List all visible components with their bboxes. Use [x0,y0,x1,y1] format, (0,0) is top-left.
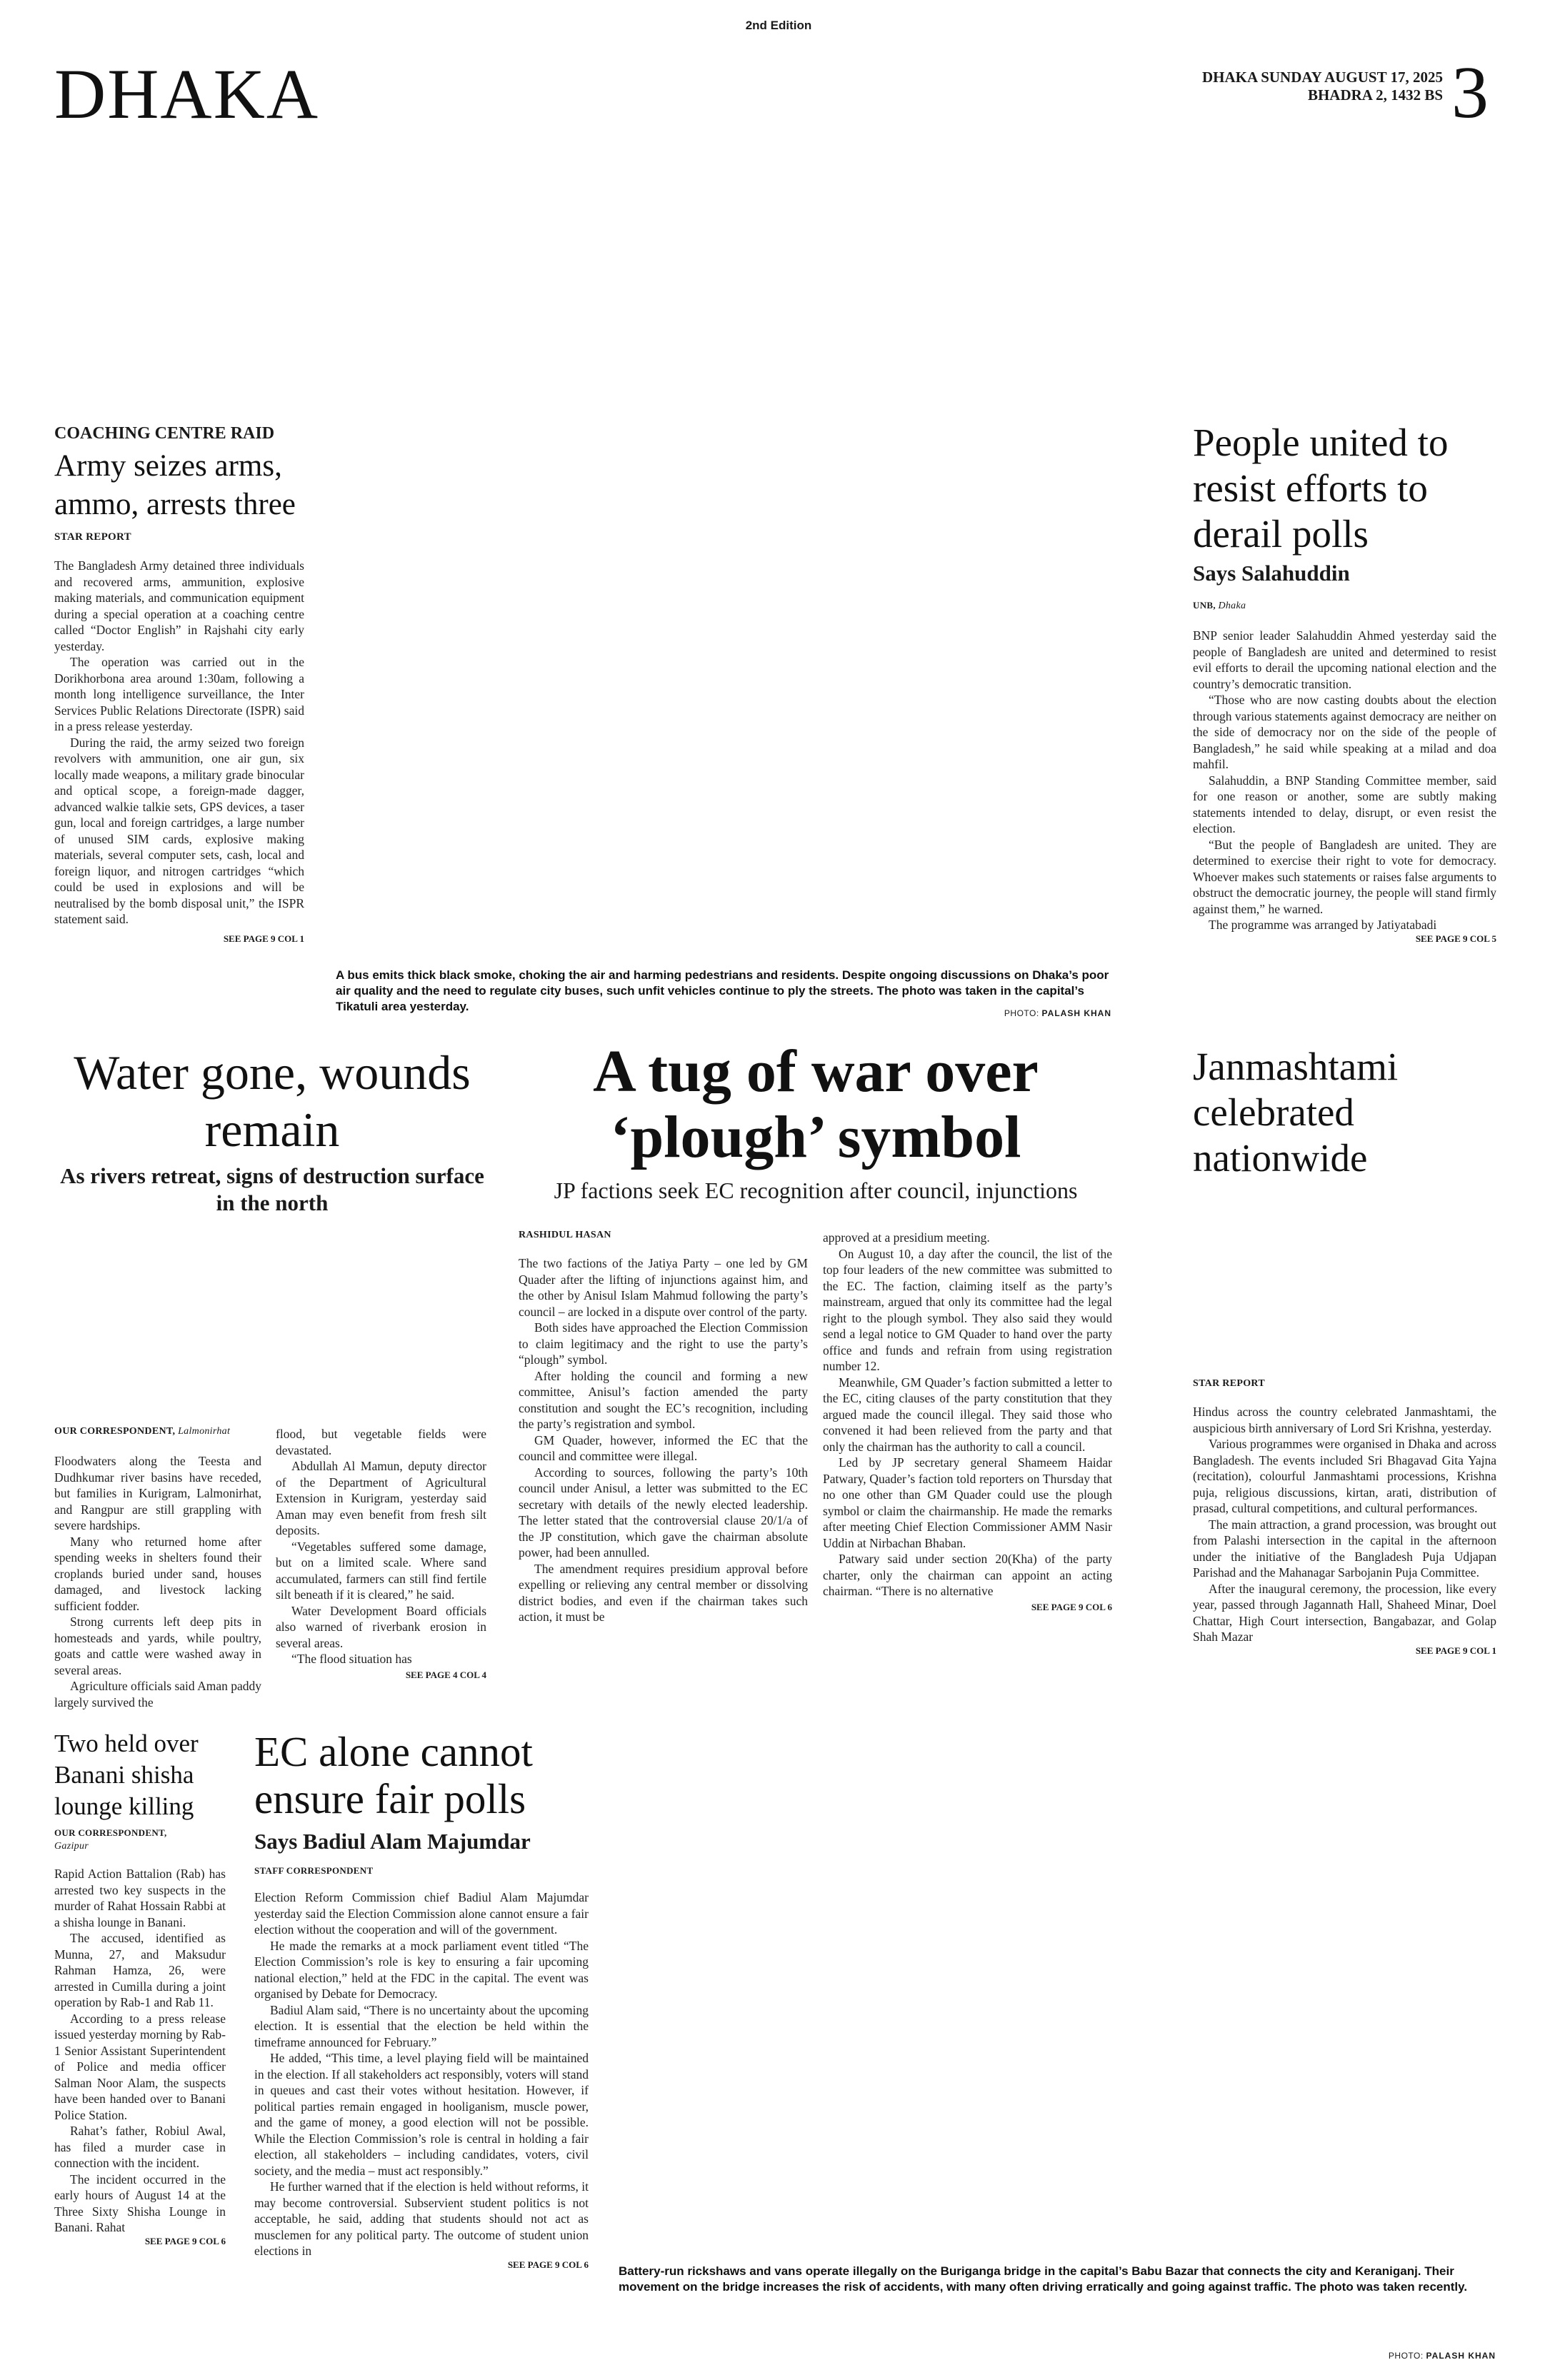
byline-location: Lalmonirhat [178,1426,231,1437]
paragraph: During the raid, the army seized two foreign revolvers with ammunition, one air gun, six locally made weapons, a military grade binocular and optical scope, a foreign-made dagger, advanced walkie talkie sets, GPS devices, a taser gun, local and foreign cartridges, a large number of unused SIM cards, explosive making materials, several computer sets, cash, local and foreign liquor, and nitrogen cartridges “which could be used in explosions and will be neutralised by the bomb disposal unit,” the ISPR statement said. [54,735,304,926]
credit-label: PHOTO: [1004,1008,1039,1018]
paragraph: “But the people of Bangladesh are united. They are determined to exercise their right to vote for democracy. Whoever makes such statements or raises false arguments to obstruct the democratic journey, the people will stand firmly against them,” he warned. [1193,837,1496,916]
headline: Two held over Banani shisha lounge killing [54,1729,199,1820]
headline: Army seizes arms, ammo, arrests three [54,449,296,521]
paragraph: “The flood situation has [291,1652,412,1666]
section-title: DHAKA [54,54,320,134]
paragraph: Rapid Action Battalion (Rab) has arrested two key suspects in the murder of Rahat Hossain Rabbi at a shisha lounge in Banani. [54,1867,226,1929]
headline: Water gone, wounds remain [74,1045,471,1157]
credit-name: PALASH KHAN [1426,2351,1496,2361]
paragraph: Agriculture officials said Aman paddy largely survived the [54,1679,261,1709]
paragraph: Patwary said under section 20(Kha) of the party charter, only the chairman can appoint an acting chairman. “There is no alternative [823,1552,1112,1598]
jump-line: SEE PAGE 9 COL 1 [223,933,304,944]
paragraph: “Vegetables suffered some damage, but on a limited scale. Where sand accumulated, farmers can still find fertile silt beneath if it is cleared,” he said. [276,1539,486,1602]
photo-bus-smoke [336,386,1114,957]
headline: People united to resist efforts to derail polls [1193,421,1449,556]
paragraph: Strong currents left deep pits in homesteads and yards, while poultry, goats and cattle were washed away in several areas. [54,1615,261,1677]
headline: Janmashtami celebrated nationwide [1193,1045,1399,1180]
paragraph: The incident occurred in the early hours of August 14 at the Three Sixty Shisha Lounge in Banani. Rahat [54,2171,226,2234]
story-body [54,1866,226,2236]
jump-line: SEE PAGE 9 COL 1 [1415,1645,1496,1656]
story-janmashtami [1193,1378,1496,1657]
subhead: Says Salahuddin [1193,561,1350,586]
paragraph: Hindus across the country celebrated Janmashtami, the auspicious birth anniversary of Lord Sri Krishna, yesterday. [1193,1405,1496,1435]
photo-caption: Battery-run rickshaws and vans operate illegally on the Buriganga bridge in the capital’s Babu Bazar that connects the city and Keraniganj. Their movement on the bridge increases the risk of accidents, with many often driving erratically and going against traffic. The photo was taken recently. [619,2264,1468,2294]
story-column-1 [519,1255,808,1625]
jump-line: SEE PAGE 4 COL 4 [405,1669,486,1680]
byline: STAR REPORT [54,531,131,543]
story-body [254,1889,589,2259]
paragraph: Various programmes were organised in Dhaka and across Bangladesh. The events included Sri Bhagavad Gita Yajna (recitation), colourful Janmashtami processions, Krishna puja, religious discussions, kirtan, arati, distribution of prasad, cultural competitions, and cultural performances. [1193,1437,1496,1515]
photo-credit [1307,2351,1496,2361]
story-water [54,1044,490,1217]
paragraph: Abdullah Al Mamun, deputy director of the Department of Agricultural Extension in Kurigram, yesterday said Aman may even benefit from fresh silt deposits. [276,1459,486,1537]
byline-name: OUR CORRESPONDENT, [54,1827,167,1838]
story-ec [254,1728,589,2271]
paragraph: After holding the council and forming a new committee, Anisul’s faction amended the party constitution and sought the EC’s recognition, including the party’s registration and symbol. [519,1368,808,1431]
jump-line: SEE PAGE 9 COL 5 [1415,933,1496,944]
byline: RASHIDUL HASAN [519,1230,611,1240]
paragraph: The two factions of the Jatiya Party – one led by GM Quader after the lifting of injunctions against him, and the other by Anisul Islam Mahmud following the party’s council – are locked in a dispute over control of the party. [519,1256,808,1319]
story-body [1193,1404,1496,1645]
paragraph: According to sources, following the party’s 10th council under Anisul, a letter was submitted to the EC secretary with details of the newly elected leadership. The letter stated that the controversial clause 20/1/a of the JP constitution, which gave the chairman absolute power, had been annulled. [519,1465,808,1560]
subhead: JP factions seek EC recognition after council, injunctions [554,1178,1078,1203]
paragraph: “Those who are now casting doubts about the election through various statements against democracy are neither on the side of democracy nor on the side of the people of Bangladesh,” he said while speaking at a milad and doa mahfil. [1193,693,1496,771]
paragraph: The amendment requires presidium approval before expelling or relieving any central member or dissolving district bodies, and even if the chairman takes such action, it must be [519,1561,808,1624]
story-body [1193,628,1496,933]
paragraph: Badiul Alam said, “There is no uncertainty about the upcoming election. It is essential that the election be held within the timeframe announced for February.” [254,2002,589,2049]
photo-credit [929,1008,1111,1018]
date-line-2: BHADRA 2, 1432 BS [1307,86,1443,104]
paragraph: He added, “This time, a level playing field will be maintained in the election. If all stakeholders act responsibly, voters will stand in queues and cast their votes without hesitation. However, if political parties remain engaged in hooliganism, muscle power, and the game of money, a good election will not be possible. While the Election Commission’s role is central in holding a fair election, all stakeholders – including candidates, voters, civil society, and the media – must act responsibly.” [254,2051,589,2178]
paragraph: The accused, identified as Munna, 27, and Maksudur Rahman Hamza, 26, were arrested in Cumilla during a joint operation by Rab-1 and Rab 11. [54,1931,226,2009]
subhead: As rivers retreat, signs of destruction surface in the north [60,1163,484,1215]
paragraph: He further warned that if the election is held without reforms, it may become controversial. Subservient student politics is not acceptable, he said, adding that students should not act as musclemen for any political party. The outcome of student union elections in [254,2179,589,2258]
paragraph: Led by JP secretary general Shameem Haidar Patwary, Quader’s faction told reporters on Thursday that no one other than GM Quader could use the plough symbol or claim the chairmanship. He made the remarks after meeting Chief Election Commissioner AMM Nasir Uddin at Nirbachan Bhaban. [823,1455,1112,1550]
paragraph: approved at a presidium meeting. [823,1230,990,1245]
byline: STAFF CORRESPONDENT [254,1865,374,1876]
paragraph: flood, but vegetable fields were devastated. [276,1427,486,1457]
jump-line: SEE PAGE 9 COL 6 [144,2235,226,2246]
paragraph: He made the remarks at a mock parliament event titled “The Election Commission’s role is key to ensuring a fair upcoming national election,” held at the FDC in the capital. The event was organised by Debate for Democracy. [254,1938,589,2001]
paragraph: Water Development Board officials also warned of riverbank erosion in several areas. [276,1603,486,1650]
subhead: Says Badiul Alam Majumdar [254,1829,531,1854]
story-salahuddin [1193,420,1496,945]
edition-label: 2nd Edition [745,19,812,32]
story-body [54,558,304,928]
paragraph: The main attraction, a grand procession, was brought out from Palashi intersection in the capital in the afternoon under the initiative of the Bangladesh Puja Udjapan Parishad and the Mahanagar Sarbojanin Puja Committee. [1193,1517,1496,1580]
byline-name: UNB, [1193,600,1216,611]
jump-line: SEE PAGE 9 COL 6 [507,2259,589,2270]
page-number: 3 [1451,51,1489,134]
credit-name: PALASH KHAN [1041,1008,1111,1018]
paragraph: Both sides have approached the Election Commission to claim legitimacy and the right to use the party’s “plough” symbol. [519,1320,808,1367]
paragraph: Many who returned home after spending weeks in shelters found their croplands buried under sand, houses damaged, and livestock lacking sufficient fodder. [54,1534,261,1613]
story-banani [54,1728,226,2247]
byline [1193,600,1496,612]
jump-line: SEE PAGE 9 COL 6 [1031,1601,1112,1612]
paragraph: GM Quader, however, informed the EC that the council and committee were illegal. [519,1432,808,1463]
byline-name: OUR CORRESPONDENT, [54,1426,176,1437]
byline-location: Dhaka [1218,601,1246,611]
kicker: COACHING CENTRE RAID [54,424,275,443]
photo-caption: A bus emits thick black smoke, choking the air and harming pedestrians and residents. Despite ongoing discussions on Dhaka’s poor air quality and the need to regulate city buses, such unfit vehicles continue to ply the streets. The photo was taken in the capital’s Tikatuli area yesterday. [336,968,1109,1013]
byline-location: Gazipur [54,1841,89,1852]
paragraph: The operation was carried out in the Dorikhorbona area around 1:30am, following a month long intelligence surveillance, the Inter Services Public Relations Directorate (ISPR) said in a press release yesterday. [54,655,304,733]
paragraph: On August 10, a day after the council, the list of the top four leaders of the new committee was submitted to the EC. The faction, claiming itself as the party’s mainstream, argued that only its committee had the legal right to the plough symbol. They also said they would send a legal notice to GM Quader to hand over the party office and funds and refrain from using registration number 12. [823,1246,1112,1373]
date-line-1: DHAKA SUNDAY AUGUST 17, 2025 [1201,69,1443,86]
byline: STAR REPORT [1193,1378,1265,1389]
story-plough [516,1039,1116,1205]
story-column-2 [823,1230,1112,1615]
paragraph: BNP senior leader Salahuddin Ahmed yesterday said the people of Bangladesh are united and determined to resist evil efforts to derail the upcoming national election and the country’s democratic transition. [1193,628,1496,691]
paragraph: Meanwhile, GM Quader’s faction submitted a letter to the EC, citing clauses of the party constitution that they argued made the council illegal. They said those who convened it had been relieved from the party and that only the chairman has the authority to call a council. [823,1375,1112,1454]
story-army [54,423,304,945]
story-column-1 [54,1453,261,1710]
credit-label: PHOTO: [1388,2351,1424,2361]
headline: A tug of war over ‘plough’ symbol [593,1038,1039,1170]
paragraph: The programme was arranged by Jatiyatabadi [1209,918,1437,932]
paragraph: According to a press release issued yesterday morning by Rab-1 Senior Assistant Superintendent of Police and media officer Salman Noor Alam, the suspects have been handed over to Banani Police Station. [54,2011,226,2122]
byline [54,1426,230,1437]
paragraph: Floodwaters along the Teesta and Dudhkumar river basins have receded, but families in Kurigram, Lalmonirhat, and Rangpur are still grappling with severe hardships. [54,1454,261,1532]
paragraph: Salahuddin, a BNP Standing Committee member, said for one reason or another, some are subtly making statements intended to delay, disrupt, or even resist the election. [1193,773,1496,835]
byline [54,1827,226,1853]
paragraph: After the inaugural ceremony, the procession, like every year, passed through Jagannath Hall, Shaheed Minar, Doel Chattar, High Court intersection, Bangabazar, and Golap Shah Mazar [1193,1581,1496,1644]
story-column-2 [276,1426,486,1683]
date-line [1114,69,1443,104]
paragraph: The Bangladesh Army detained three individuals and recovered arms, ammunition, explosive making materials, and communication equipment during a special operation at a coaching centre called “Doctor English” in Rajshahi city early yesterday. [54,558,304,653]
paragraph: Rahat’s father, Robiul Awal, has filed a murder case in connection with the incident. [54,2124,226,2170]
paragraph: Election Reform Commission chief Badiul Alam Majumdar yesterday said the Election Commission alone cannot ensure a fair election without the cooperation and will of the government. [254,1890,589,1937]
photo-buriganga-bridge [614,1714,1496,2256]
headline: EC alone cannot ensure fair polls [254,1728,533,1822]
